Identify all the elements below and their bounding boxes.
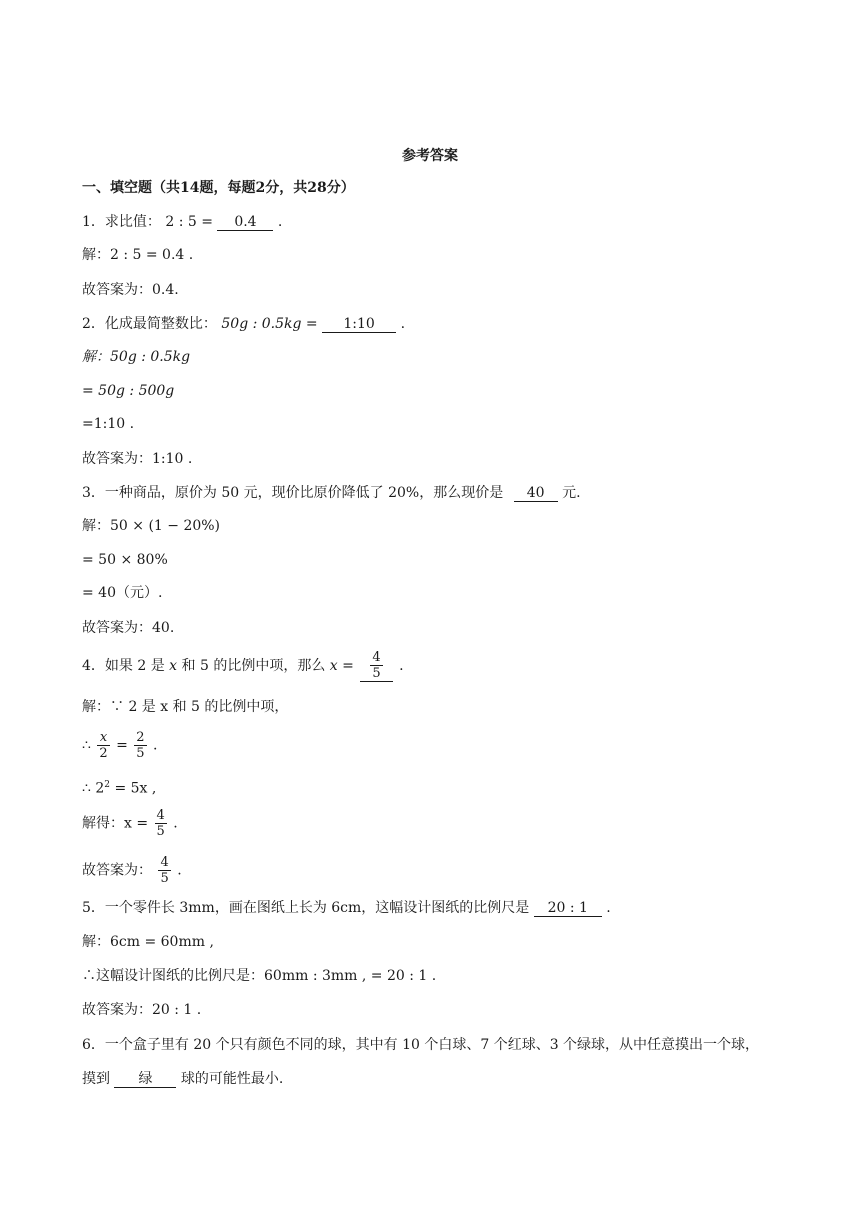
solution-line: 解：6cm = 60mm , — [82, 934, 214, 950]
question-text: 4．如果 2 是 — [82, 658, 165, 674]
fraction-numerator: 4 — [156, 808, 165, 823]
final-answer: 故答案为：20 : 1 . — [82, 1002, 202, 1018]
fraction-denominator: 5 — [136, 746, 145, 761]
question-5 — [82, 898, 611, 918]
fraction-numerator: 4 — [160, 855, 169, 870]
question-end: 球的可能性最小. — [180, 1071, 284, 1087]
solution-line: 解：∵ 2 是 x 和 5 的比例中项， — [82, 699, 289, 715]
question-6-line-1: 6．一个盒子里有 20 个只有颜色不同的球，其中有 10 个白球、7 个红球、3 个绿球，从中任意摸出一个球， — [82, 1037, 760, 1053]
question-end: 元. — [562, 485, 581, 501]
question-text: 摸到 — [82, 1071, 110, 1087]
fraction — [155, 808, 167, 839]
question-text: 2．化成最简整数比： — [82, 316, 217, 332]
solution-line: = 40（元）. — [82, 585, 163, 601]
question-end: . — [400, 316, 406, 332]
section-heading: 一、填空题（共14题，每题2分，共28分） — [82, 180, 355, 196]
question-text: 1．求比值： — [82, 214, 161, 230]
question-4 — [82, 650, 404, 682]
solution-line: 解：2 : 5 = 0.4 . — [82, 247, 194, 263]
question-text: 3．一种商品，原价为 50 元，现价比原价降低了 20%，那么现价是 — [82, 485, 504, 501]
solution-line: 解：50 × (1 − 20%) — [82, 518, 221, 534]
therefore-symbol: ∴ — [82, 737, 91, 754]
answer-blank: 40 — [514, 485, 558, 502]
solution-text: 解得：x = — [82, 815, 149, 832]
question-end: . — [399, 658, 404, 674]
equals-sign: = — [116, 737, 128, 754]
final-answer: 故答案为：0.4. — [82, 282, 179, 298]
solution-line — [82, 775, 156, 799]
solution-line — [82, 730, 157, 761]
answer-blank — [360, 650, 392, 682]
solution-line: =1:10 . — [82, 416, 135, 432]
question-3 — [82, 483, 581, 503]
fraction-denominator: 2 — [99, 746, 108, 761]
answer-blank: 1:10 — [322, 316, 396, 333]
fraction-numerator: 2 — [136, 730, 145, 745]
period: . — [153, 737, 158, 754]
final-answer-label: 故答案为： — [82, 862, 152, 879]
answer-blank: 20 : 1 — [534, 900, 602, 917]
fraction — [158, 855, 170, 886]
fraction-denominator: 5 — [156, 824, 165, 839]
answer-blank: 绿 — [114, 1071, 176, 1088]
question-text: 和 5 的比例中项，那么 — [181, 658, 326, 674]
expression-base: ∴ 2 — [82, 780, 105, 797]
question-1 — [82, 212, 282, 232]
question-2 — [82, 314, 405, 334]
fraction-denominator: 5 — [160, 871, 169, 886]
fraction-numerator: 4 — [372, 650, 381, 665]
question-expression: 2 : 5 = — [165, 214, 213, 230]
period: . — [177, 862, 182, 879]
solution-line — [82, 808, 178, 839]
exponent: 2 — [104, 780, 110, 790]
expression-rest: = 5x , — [110, 780, 157, 797]
fraction-numerator: x — [97, 730, 109, 746]
fraction — [97, 730, 109, 761]
question-end: . — [606, 900, 611, 916]
question-expression: x = — [329, 658, 354, 674]
final-answer: 故答案为：40. — [82, 620, 175, 636]
solution-line: 解：50g : 0.5kg — [82, 349, 191, 365]
question-expression: 50g : 0.5kg = — [221, 316, 318, 332]
solution-line: ∴这幅设计图纸的比例尺是：60mm : 3mm , = 20 : 1 . — [82, 968, 437, 984]
fraction — [134, 730, 146, 761]
final-answer: 故答案为：1:10 . — [82, 451, 193, 467]
page-title: 参考答案 — [402, 148, 458, 164]
period: . — [173, 815, 178, 832]
fraction-denominator: 5 — [372, 666, 381, 681]
answer-blank: 0.4 — [217, 214, 273, 231]
final-answer — [82, 855, 182, 886]
question-end: . — [277, 214, 283, 230]
question-text: 5．一个零件长 3mm，画在图纸上长为 6cm，这幅设计图纸的比例尺是 — [82, 900, 530, 916]
solution-line: = 50g : 500g — [82, 383, 175, 399]
solution-line: = 50 × 80% — [82, 552, 168, 568]
variable-x: x — [169, 658, 178, 674]
question-6-line-2 — [82, 1069, 283, 1089]
